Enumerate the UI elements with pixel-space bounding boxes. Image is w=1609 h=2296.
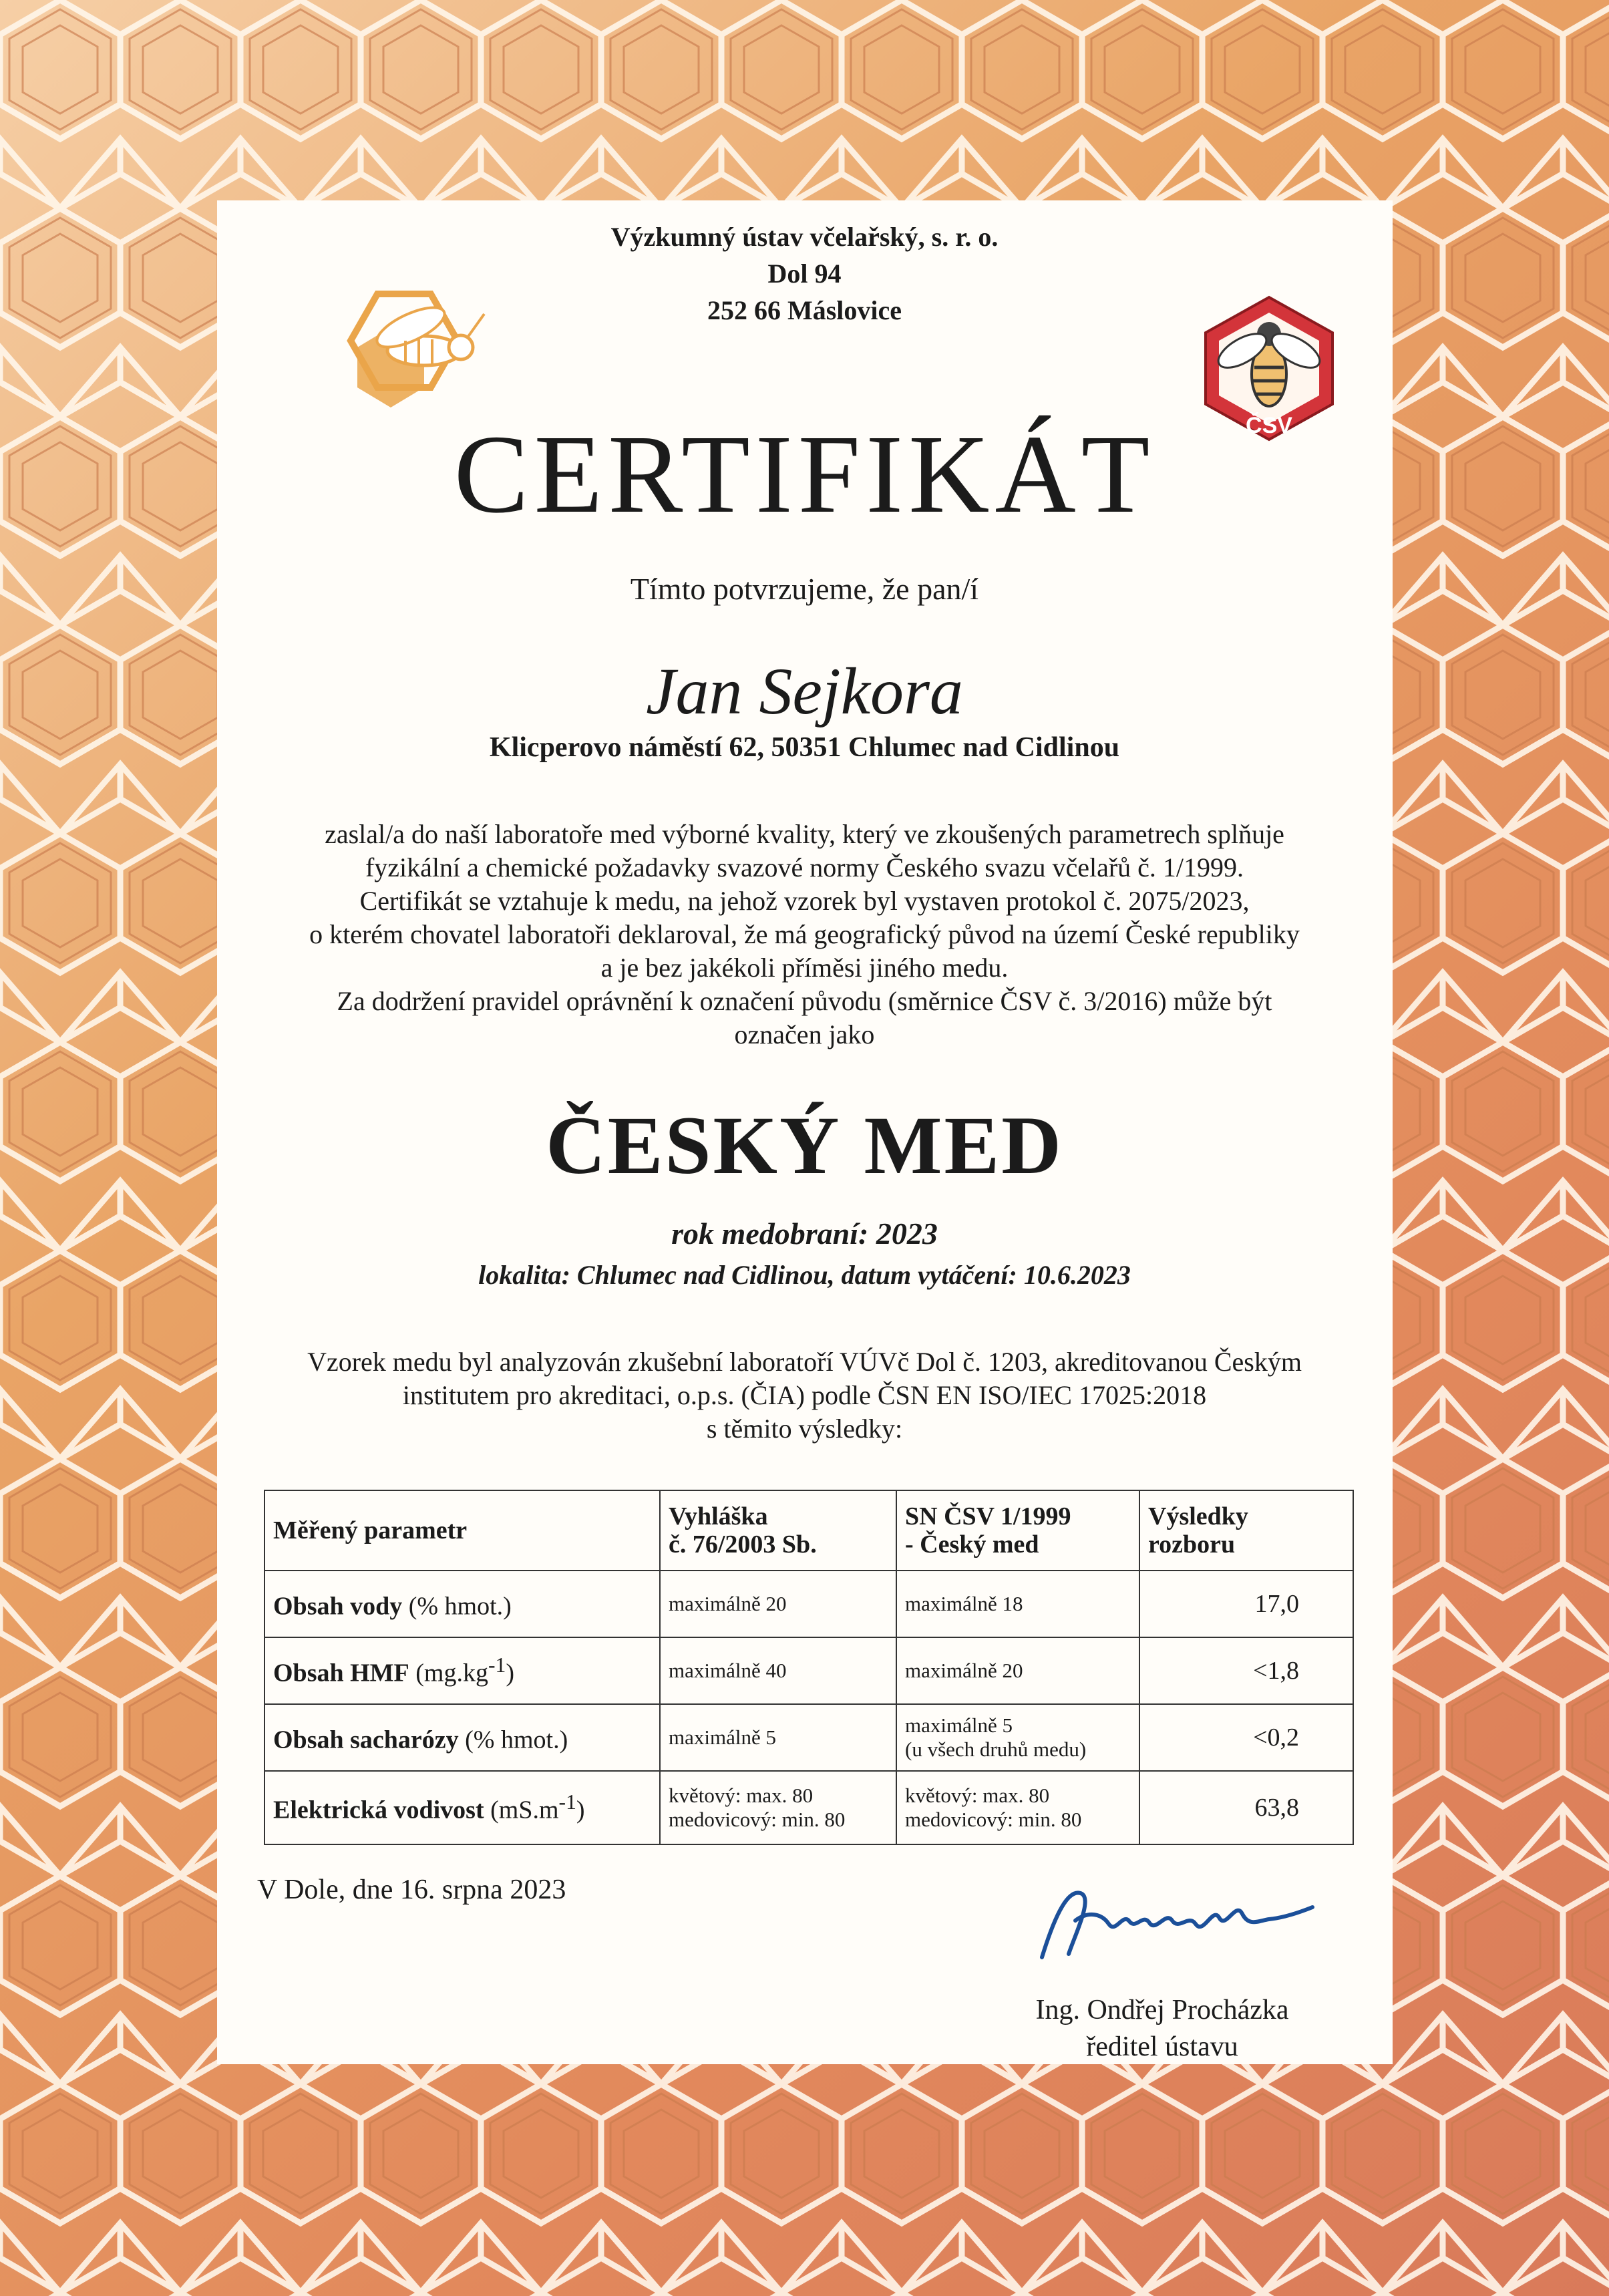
decree-cell: maximálně 20 (660, 1571, 896, 1637)
place-date: V Dole, dne 16. srpna 2023 (257, 1874, 566, 1905)
body-line: fyzikální a chemické požadavky svazové normy Českého svazu včelařů č. 1/1999. (365, 852, 1244, 882)
header-result: Výsledky rozboru (1139, 1490, 1353, 1571)
decree-cell: květový: max. 80 medovicový: min. 80 (660, 1771, 896, 1844)
table-row (264, 1704, 1353, 1771)
institution-city: 252 66 Máslovice (707, 295, 902, 325)
results-table (264, 1490, 1354, 1845)
recipient-name: Jan Sejkora (646, 654, 963, 728)
body-line: a je bez jakékoli příměsi jiného medu. (600, 953, 1009, 983)
body-line: Certifikát se vztahuje k medu, na jehož vzorek byl vystaven protokol č. 2075/2023, (359, 886, 1250, 916)
body-line: zaslal/a do naší laboratoře med výborné kvality, který ve zkoušených parametrech splňuje (325, 819, 1284, 849)
norm-cell: květový: max. 80 medovicový: min. 80 (896, 1771, 1139, 1844)
result-cell: <1,8 (1139, 1637, 1353, 1704)
institution-street: Dol 94 (767, 259, 842, 289)
locality-date: lokalita: Chlumec nad Cidlinou, datum vytáčení: 10.6.2023 (478, 1260, 1131, 1290)
norm-cell: maximálně 5 (u všech druhů medu) (896, 1704, 1139, 1771)
header-param: Měřený parametr (264, 1490, 660, 1571)
csv-logo-text: ČSV (1246, 413, 1292, 438)
certificate-title: CERTIFIKÁT (454, 412, 1155, 536)
table-row (264, 1771, 1353, 1844)
param-cell: Elektrická vodivost $(mS.m^{-1})$ (264, 1771, 660, 1844)
table-header-row (264, 1490, 1353, 1571)
param-cell: Obsah vody (% hmot.) (264, 1571, 660, 1637)
norm-cell: maximálně 20 (896, 1637, 1139, 1704)
institution-name: Výzkumný ústav včelařský, s. r. o. (610, 222, 999, 252)
body-line: o kterém chovatel laboratoři deklaroval, že má geografický původ na území České republiky (309, 919, 1300, 949)
body-line: Za dodržení pravidel oprávnění k označení původu (směrnice ČSV č. 3/2016) může být (337, 986, 1272, 1016)
signer-title: ředitel ústavu (1086, 2031, 1238, 2062)
header-decree: Vyhláška č. 76/2003 Sb. (660, 1490, 896, 1571)
honey-designation: ČESKÝ MED (546, 1100, 1063, 1191)
signature (1029, 1874, 1322, 1974)
table-row (264, 1637, 1353, 1704)
analysis-line: s těmito výsledky: (706, 1414, 903, 1444)
signer-name: Ing. Ondřej Procházka (1035, 1995, 1289, 2025)
norm-cell: maximálně 18 (896, 1571, 1139, 1637)
result-cell: 17,0 (1139, 1571, 1353, 1637)
result-cell: <0,2 (1139, 1704, 1353, 1771)
analysis-line: institutem pro akreditaci, o.p.s. (ČIA) podle ČSN EN ISO/IEC 17025:2018 (402, 1380, 1207, 1410)
intro-text: Tímto potvrzujeme, že pan/í (630, 572, 979, 606)
decree-cell: maximálně 40 (660, 1637, 896, 1704)
body-line: označen jako (734, 1019, 875, 1049)
recipient-address: Klicperovo náměstí 62, 50351 Chlumec nad Cidlinou (489, 732, 1120, 763)
decree-cell: maximálně 5 (660, 1704, 896, 1771)
param-cell: Obsah HMF $(mg.kg^{-1})$ (264, 1637, 660, 1704)
header-norm: SN ČSV 1/1999 - Český med (896, 1490, 1139, 1571)
result-cell: 63,8 (1139, 1771, 1353, 1844)
harvest-year: rok medobraní: 2023 (671, 1216, 938, 1251)
analysis-line: Vzorek medu byl analyzován zkušební laboratoří VÚVč Dol č. 1203, akreditovanou Českým (307, 1347, 1302, 1377)
param-cell: Obsah sacharózy (% hmot.) (264, 1704, 660, 1771)
table-row (264, 1571, 1353, 1637)
